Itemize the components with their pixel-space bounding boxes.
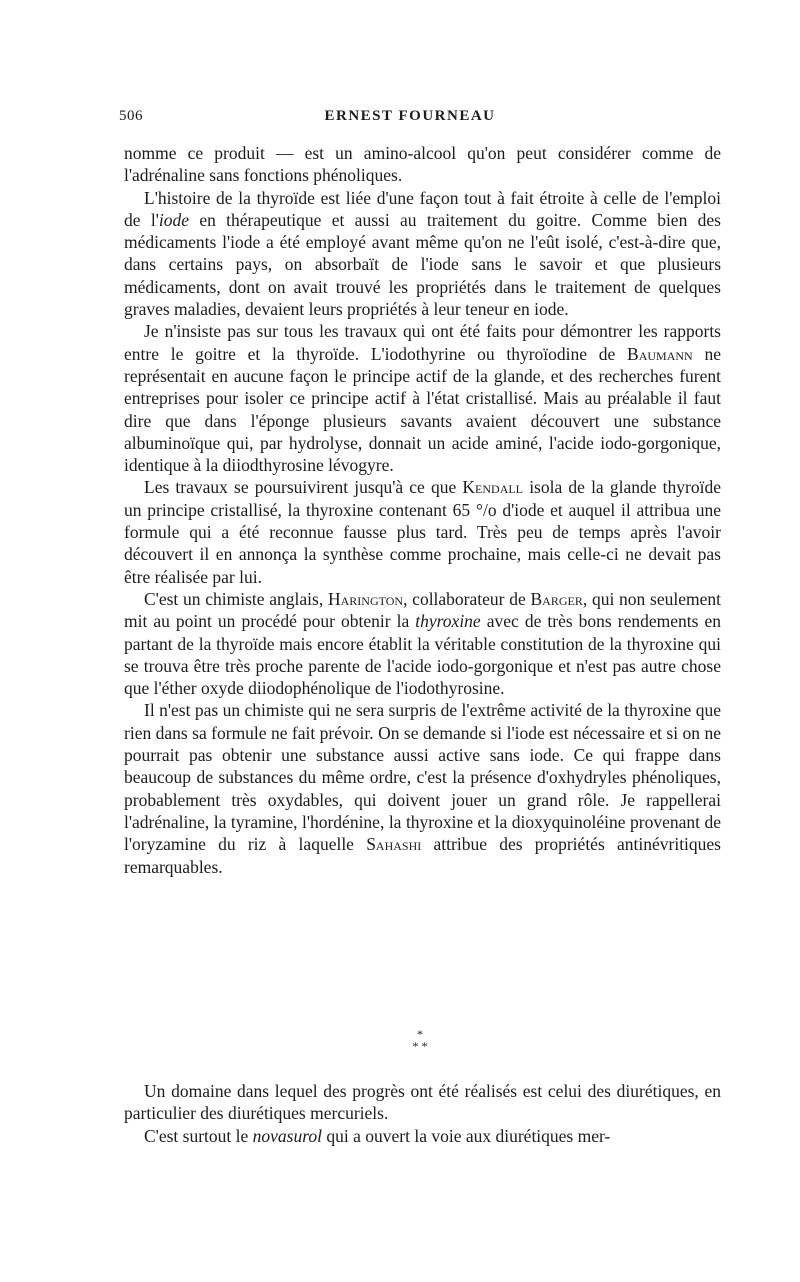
thyroxine-term: thyroxine xyxy=(415,611,481,632)
paragraph-5-text-c: , qui non seulement mit au point un procédé pour obtenir la xyxy=(124,588,722,632)
paragraph-2 xyxy=(124,187,721,321)
paragraph-3 xyxy=(124,320,721,476)
paragraph-2-text-b: en thérapeutique et aussi au traitement du goitre. Comme bien des médicaments l'iode a été employé avant même qu'on ne l'eût isolé, c'est-à-dire que, dans certains pays, on absorbaït de l'iode sans le savoir et que plusieurs médicaments, dont on avait trouvé les propriétés dans le traitement de quelques graves maladies, devaient leurs propriétés à leur teneur en iode. xyxy=(124,209,721,320)
novasurol-term: novasurol xyxy=(252,1125,322,1146)
paragraph-7: Un domaine dans lequel des progrès ont été réalisés est celui des diurétiques, en particulier des diurétiques mercuriels. xyxy=(124,1081,721,1124)
paragraph-4-text-a: Les travaux se poursuivirent jusqu'à ce que xyxy=(144,477,463,498)
paragraph-6-text-b: attribue des propriétés antinévritiques remarquables. xyxy=(124,834,721,877)
asterism-bottom: * * xyxy=(412,1039,428,1053)
paragraph-5-text-a: C'est un chimiste anglais, xyxy=(144,588,328,609)
paragraph-3-text-a: Je n'insiste pas sur tous les travaux qui ont été faits pour démontrer les rapports entre le goitre et la thyroïde. L'iodothyrine ou thyroïodine de xyxy=(124,321,721,364)
asterism-top: * xyxy=(417,1027,423,1041)
paragraph-3-text-b: ne représentait en aucune façon le principe actif de la glande, et des recherches furent entreprises pour isoler ce principe actif à l'état cristallisé. Mais au préalable il faut dire que dans l'éponge plusieurs savants avaient découvert une substance albuminoïque qui, par hydrolyse, donnait un acide aminé, l'acide iodo-gorgonique, identique à la diiodthyrosine lévogyre. xyxy=(124,343,721,476)
paragraph-6-text-a: Il n'est pas un chimiste qui ne sera surpris de l'extrême activité de la thyroxine que rien dans sa formule ne fait prévoir. On se demande si l'iode est nécessaire et si on ne pourrait pas obtenir une substance aussi active sans iode. Ce qui frappe dans beaucoup de substances du même ordre, c'est la présence d'oxhydryles phénoliques, probablement très oxydables, qui doivent jouer un grand rôle. Je rappellerai l'adrénaline, la tyramine, l'hordénine, la thyroxine et la dioxyquinoléine provenant de l'oryzamine du riz à laquelle xyxy=(124,700,721,855)
section-separator-asterism xyxy=(0,1028,800,1052)
paragraph-8-text-a: C'est surtout le xyxy=(144,1125,253,1146)
paragraph-4 xyxy=(124,476,721,587)
author-sahashi: Sahashi xyxy=(366,834,422,855)
iode-term: iode xyxy=(158,209,189,230)
paragraph-1: nomme ce produit — est un amino-alcool qu'on peut considérer comme de l'adrénaline sans fonctions phénoliques. xyxy=(124,143,721,186)
second-text-block xyxy=(124,1080,721,1147)
page-number: 506 xyxy=(119,108,143,124)
author-harington: Harington xyxy=(327,588,404,609)
paragraph-5 xyxy=(124,588,721,699)
author-kendall: Kendall xyxy=(462,477,524,498)
author-barger: Barger xyxy=(530,588,583,609)
paragraph-2-text-a: L'histoire de la thyroïde est liée d'une façon tout à fait étroite à celle de l'emploi de l' xyxy=(124,187,721,230)
main-text-block xyxy=(124,142,721,878)
paragraph-4-text-b: isola de la glande thyroïde un principe cristallisé, la thyroxine contenant 65 °/o d'iode et auquel il attribua une formule qui a été reconnue fausse plus tard. Très peu de temps après l'avoir découvert il en annonça la synthèse comme prochaine, mais celle-ci ne devait pas être réalisée par lui. xyxy=(124,477,721,587)
paragraph-5-text-d: avec de très bons rendements en partant de la thyroïde mais encore établit la véritable constitution de la thyroxine qui se trouva être très proche parente de l'acide iodo-gorgonique et n'est pas autre chose que l'éther oxyde diiodophénolique de l'iodothyrosine. xyxy=(124,611,721,699)
paragraph-6 xyxy=(124,699,721,877)
paragraph-5-text-b: , collaborateur de xyxy=(403,588,531,609)
paragraph-8 xyxy=(124,1125,721,1147)
running-head: ERNEST FOURNEAU xyxy=(324,108,496,124)
paragraph-8-text-b: qui a ouvert la voie aux diurétiques mer- xyxy=(322,1125,611,1146)
author-baumann: Baumann xyxy=(627,343,693,364)
